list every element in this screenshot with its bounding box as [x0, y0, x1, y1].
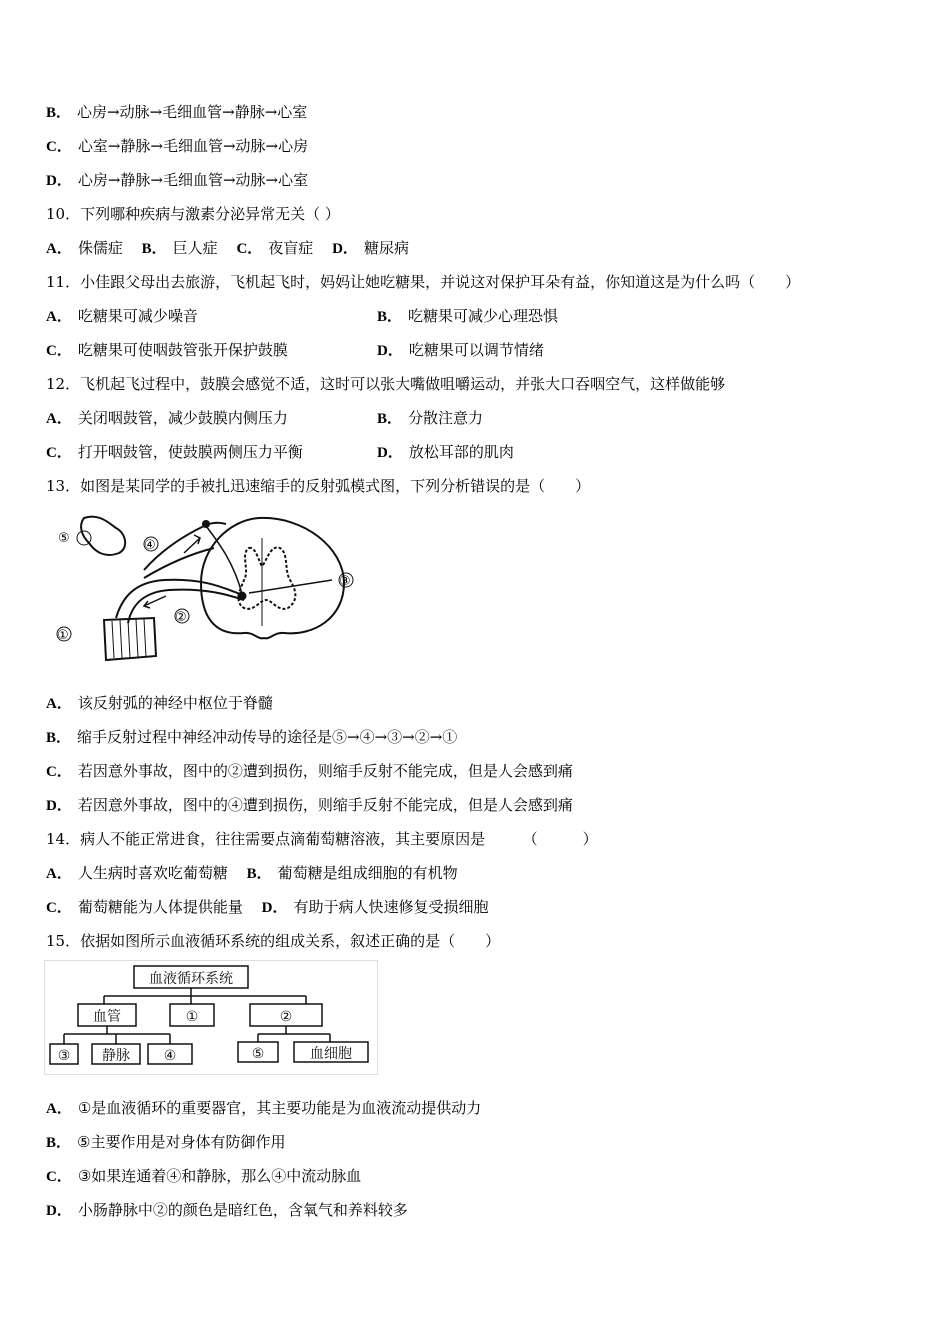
q14-options-cd: C． 葡萄糖能为人体提供能量 D． 有助于病人快速修复受损细胞 [46, 898, 489, 916]
q11-option-a: A． 吃糖果可减少噪音 [46, 307, 198, 325]
node-vein: 静脉 [102, 1048, 130, 1064]
figure-label-2: ② [175, 610, 187, 625]
node-3: ③ [57, 1048, 71, 1064]
q13-option-a: A． 该反射弧的神经中枢位于脊髓 [46, 694, 273, 712]
circulation-system-diagram [44, 960, 378, 1075]
q15-option-b: B． ⑤主要作用是对身体有防御作用 [46, 1133, 286, 1151]
q11-stem: 11．小佳跟父母出去旅游，飞机起飞时，妈妈让她吃糖果，并说这对保护耳朵有益，你知道这是为什么吗（ ） [46, 273, 801, 291]
afferent-nerve [144, 523, 226, 570]
q10-stem: 10．下列哪种疾病与激素分泌异常无关（ ） [46, 205, 340, 223]
figure-label-5: ⑤ [58, 531, 70, 546]
figure-label-4: ④ [144, 538, 156, 553]
figure-label-3: ③ [339, 574, 351, 589]
q10-options: A． 侏儒症 B． 巨人症 C． 夜盲症 D． 糖尿病 [46, 239, 409, 257]
node-1: ① [185, 1009, 199, 1025]
node-5: ⑤ [251, 1046, 265, 1062]
q15-option-d: D． 小肠静脉中②的颜色是暗红色，含氧气和养料较多 [46, 1201, 408, 1219]
q14-stem: 14．病人不能正常进食，往往需要点滴葡萄糖溶液，其主要原因是 （ ） [46, 830, 598, 848]
figure-label-1: ① [57, 628, 69, 643]
q9-option-b: B． 心房→动脉→毛细血管→静脉→心室 [46, 103, 308, 121]
q13-option-c: C． 若因意外事故，图中的②遭到损伤，则缩手反射不能完成，但是人会感到痛 [46, 762, 573, 780]
q11-option-b: B． 吃糖果可减少心理恐惧 [377, 307, 559, 325]
q9-option-c: C． 心室→静脉→毛细血管→动脉→心房 [46, 137, 309, 155]
q13-option-b: B． 缩手反射过程中神经冲动传导的途径是⑤→④→③→②→① [46, 728, 458, 746]
q14-options-ab: A． 人生病时喜欢吃葡萄糖 B． 葡萄糖是组成细胞的有机物 [46, 864, 458, 882]
node-cells: 血细胞 [310, 1046, 352, 1062]
spinal-cord-outline [201, 518, 344, 638]
q9-option-d: D． 心房→静脉→毛细血管→动脉→心室 [46, 171, 309, 189]
grey-matter [239, 547, 296, 608]
receptor-skin [81, 517, 125, 555]
q13-option-d: D． 若因意外事故，图中的④遭到损伤，则缩手反射不能完成，但是人会感到痛 [46, 796, 573, 814]
q15-stem: 15．依据如图所示血液循环系统的组成关系，叙述正确的是（ ） [46, 932, 501, 950]
node-vessel: 血管 [93, 1009, 121, 1025]
q12-stem: 12．飞机起飞过程中，鼓膜会感觉不适，这时可以张大嘴做咀嚼运动，并张大口吞咽空气，这样做能够 [46, 375, 726, 393]
node-root: 血液循环系统 [149, 971, 233, 987]
q12-option-c: C． 打开咽鼓管，使鼓膜两侧压力平衡 [46, 443, 303, 461]
node-4: ④ [163, 1048, 177, 1064]
node-2: ② [279, 1009, 293, 1025]
reflex-arc-figure [44, 508, 364, 668]
q12-option-a: A． 关闭咽鼓管，减少鼓膜内侧压力 [46, 409, 288, 427]
q15-option-a: A． ①是血液循环的重要器官，其主要功能是为血液流动提供动力 [46, 1099, 482, 1117]
q11-option-c: C． 吃糖果可使咽鼓管张开保护鼓膜 [46, 341, 288, 359]
q15-option-c: C． ③如果连通着④和静脉，那么④中流动脉血 [46, 1167, 362, 1185]
q13-stem: 13．如图是某同学的手被扎迅速缩手的反射弧模式图，下列分析错误的是（ ） [46, 477, 591, 495]
q11-option-d: D． 吃糖果可以调节情绪 [377, 341, 544, 359]
q12-option-d: D． 放松耳部的肌肉 [377, 443, 514, 461]
q12-option-b: B． 分散注意力 [377, 409, 484, 427]
